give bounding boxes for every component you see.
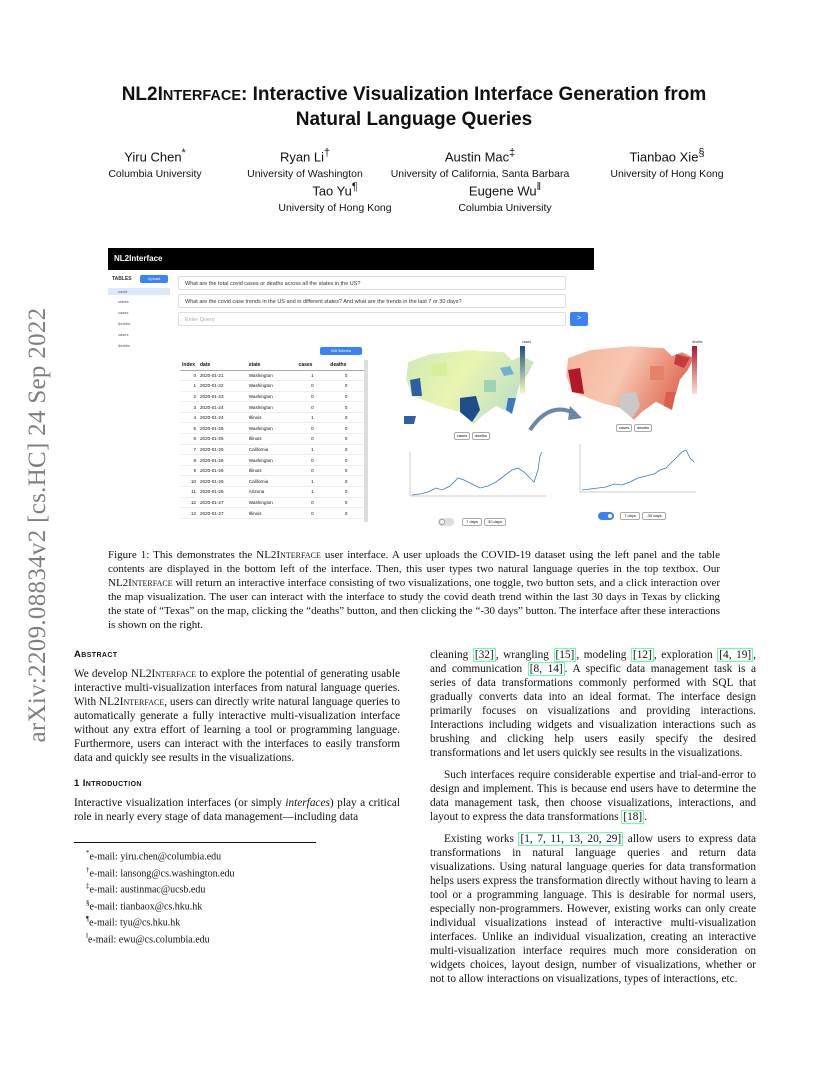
table-row <box>180 412 364 423</box>
query-input-2[interactable]: What are the covid case trends in the US and in different states? And what are the trends in the last 7 or 30 days? <box>178 294 566 308</box>
author-1: Yiru Chen* Columbia University <box>108 147 202 181</box>
table-cell: California <box>247 476 297 487</box>
legend-title-deaths: deaths <box>692 340 703 344</box>
table-cell: 0 <box>328 402 364 413</box>
table-cell: 0 <box>297 381 329 392</box>
paragraph: cleaning [32] , wrangling [15] , modeling [12] , exploration [4, 19] , and communication [8, 14] . A specific data management task is a series of data transformations commonly performed with SQL that gradually converts data into an ideal format. The interface design primarily focuses on visualizations and providing interactions. Interactions including widgets and visualization interactions such as brushing and clicking help users easily specify the desired transformations and let users quickly see results in the visualizations. <box>430 649 757 759</box>
author-4: Tianbao Xie§ University of Hong Kong <box>610 147 724 181</box>
table-row <box>180 391 364 402</box>
table-cell: 2020-01-23 <box>198 391 247 402</box>
table-cell: 2020-01-26 <box>198 455 247 466</box>
table-cell: 1 <box>297 412 329 423</box>
table-cell: 8 <box>180 455 198 466</box>
author-5: Tao Yu¶ University of Hong Kong <box>278 181 392 215</box>
submit-query-button[interactable]: > <box>570 312 588 326</box>
footnote-rule <box>74 842 316 843</box>
footnote: †e-mail: lansong@cs.washington.edu <box>86 865 235 879</box>
col-header: date <box>198 360 247 370</box>
line-chart-cases[interactable] <box>400 448 550 508</box>
table-cell: 0 <box>328 508 364 519</box>
table-cell: 0 <box>297 508 329 519</box>
table-cell: 2020-01-24 <box>198 402 247 413</box>
query-input-new[interactable]: Enter Query <box>178 312 566 326</box>
7-days-button-left[interactable]: 7 days <box>462 518 482 526</box>
table-cell: 2020-01-26 <box>198 465 247 476</box>
table-cell: 0 <box>328 444 364 455</box>
sidebar-item[interactable]: covid <box>108 288 170 295</box>
table-cell: 2020-01-22 <box>198 381 247 392</box>
citation-link[interactable]: [32] <box>474 649 494 661</box>
map-legend-deaths <box>692 346 702 396</box>
table-cell: Washington <box>247 423 297 434</box>
left-column <box>74 648 400 832</box>
tables-sidebar <box>108 270 170 350</box>
title-rest: : Interactive Visualization Interface Generation from <box>241 84 707 105</box>
us-map-deaths[interactable] <box>560 336 700 426</box>
table-cell: 0 <box>297 391 329 402</box>
figure-1 <box>108 248 720 538</box>
table-cell: Illinois <box>247 412 297 423</box>
table-row <box>180 381 364 392</box>
30-days-button-right[interactable]: -30 days <box>642 512 666 520</box>
table-cell: 0 <box>180 370 198 381</box>
30-days-button-left[interactable]: 30 days <box>484 518 506 526</box>
table-cell: 4 <box>180 412 198 423</box>
table-cell: 1 <box>297 444 329 455</box>
table-cell: Washington <box>247 402 297 413</box>
us-map-cases[interactable] <box>400 340 540 430</box>
table-row <box>180 465 364 476</box>
query-input-1[interactable]: What are the total covid cases or deaths across all the states in the US? <box>178 276 566 290</box>
footnotes <box>86 847 235 946</box>
table-cell: Washington <box>247 381 297 392</box>
table-cell: 1 <box>297 370 329 381</box>
table-cell: 2020-01-21 <box>198 370 247 381</box>
table-cell: 5 <box>180 423 198 434</box>
table-cell: 0 <box>328 423 364 434</box>
citation-link[interactable]: [8, 14] <box>529 663 563 675</box>
citation-link[interactable]: [1, 7, 11, 13, 20, 29] <box>520 833 622 845</box>
table-cell: Washington <box>247 391 297 402</box>
table-cell: Washington <box>247 370 297 381</box>
table-cell: 12 <box>180 497 198 508</box>
upload-button[interactable]: Upload <box>140 275 168 283</box>
table-scrollbar[interactable] <box>364 360 368 522</box>
citation-link[interactable]: [15] <box>555 649 575 661</box>
cases-button-right[interactable]: cases <box>616 424 632 432</box>
toggle-left[interactable] <box>438 518 454 526</box>
right-column <box>430 648 756 994</box>
table-cell: 2020-01-26 <box>198 476 247 487</box>
line-chart-deaths[interactable] <box>570 440 700 500</box>
table-cell: 0 <box>328 497 364 508</box>
table-cell: 0 <box>297 497 329 508</box>
table-row <box>180 370 364 381</box>
table-row <box>180 497 364 508</box>
table-cell: 0 <box>328 465 364 476</box>
col-header: deaths <box>328 360 364 370</box>
table-cell: Washington <box>247 497 297 508</box>
data-table <box>180 360 364 519</box>
table-cell: Illinois <box>247 434 297 445</box>
arxiv-id: arXiv:2209.08834v2 [cs.HC] 24 Sep 2022 <box>24 307 51 743</box>
table-cell: 0 <box>328 370 364 381</box>
title-line2: Natural Language Queries <box>295 109 533 130</box>
table-cell: 0 <box>297 402 329 413</box>
table-cell: 13 <box>180 508 198 519</box>
table-cell: 2020-01-27 <box>198 497 247 508</box>
footnote: ¶e-mail: tyu@cs.hku.hk <box>86 915 181 929</box>
edit-schema-button[interactable]: Edit Schema <box>320 347 362 355</box>
paper-title <box>80 83 748 132</box>
table-row <box>180 434 364 445</box>
table-cell: 2020-01-24 <box>198 412 247 423</box>
table-row <box>180 444 364 455</box>
table-row <box>180 402 364 413</box>
table-cell: 1 <box>297 476 329 487</box>
table-row <box>180 476 364 487</box>
table-cell: 7 <box>180 444 198 455</box>
col-header: state <box>247 360 297 370</box>
table-row <box>180 508 364 519</box>
table-cell: 2020-01-27 <box>198 508 247 519</box>
table-cell: 0 <box>297 434 329 445</box>
map-legend-cases <box>520 346 530 396</box>
sidebar-item[interactable]: cases <box>118 332 129 337</box>
figure-caption: Figure 1: This demonstrates the NL2Interface user interface. A user uploads the COVID-19 dataset using the left panel and the table contents are displayed in the bottom left of the interface. Then, this user types two natural language queries in the top textbox. Our NL2Interface will return an interactive interface consisting of two visualizations, one toggle, two button sets, and a click interaction over the map visualization. The user can interact with the interface to study the covid death trend within the last 30 days in Texas by clicking the state of “Texas” on the map, clicking the “deaths” button, and then clicking the “-30 days” button. The interface after these interactions is shown on the right. <box>108 549 720 631</box>
table-cell: 0 <box>297 423 329 434</box>
table-cell: Arizona <box>247 487 297 498</box>
col-header: cases <box>297 360 329 370</box>
author-2: Ryan Li† University of Washington <box>247 147 363 181</box>
citation-link[interactable]: [4, 19] <box>719 649 752 661</box>
deaths-button-right[interactable]: deaths <box>634 424 652 432</box>
table-cell: 10 <box>180 476 198 487</box>
table-cell: 0 <box>328 412 364 423</box>
deaths-button-left[interactable]: deaths <box>472 432 490 440</box>
title-nl2: NL2I <box>121 84 163 105</box>
sidebar-item[interactable]: deaths <box>118 321 131 326</box>
author-6: Eugene Wu‖ Columbia University <box>458 181 552 215</box>
citation-link[interactable]: [12] <box>633 649 652 661</box>
sidebar-item[interactable]: states <box>118 299 129 304</box>
table-cell: 0 <box>328 487 364 498</box>
sidebar-item[interactable]: deaths <box>118 343 131 348</box>
table-cell: 9 <box>180 465 198 476</box>
table-cell: 2020-01-25 <box>198 423 247 434</box>
7-days-button-right[interactable]: 7 days <box>620 512 640 520</box>
author-3: Austin Mac‡ University of California, Santa Barbara <box>390 147 570 181</box>
table-cell: 6 <box>180 434 198 445</box>
intro-heading: 1 Introduction <box>74 778 142 789</box>
abstract-text: We develop NL2Interface to explore the potential of generating usable interactive multi-visualization interfaces from natural language queries. With NL2Interface, users can directly write natural language queries to automatically generate a fully interactive multi-visualization interface without any extra effort of learning a tool or programming language. Furthermore, users can interact with the interfaces to easily transform data and quickly see results in the visualizations. <box>74 668 401 764</box>
abstract-heading: Abstract <box>74 649 118 660</box>
table-cell: 1 <box>297 487 329 498</box>
table-cell: Illinois <box>247 465 297 476</box>
toggle-right[interactable] <box>598 512 614 520</box>
title-interface: NTERFACE <box>162 88 242 104</box>
arxiv-stamp <box>20 290 56 760</box>
table-cell: 11 <box>180 487 198 498</box>
table-cell: 2 <box>180 391 198 402</box>
table-cell: 2020-01-25 <box>198 434 247 445</box>
table-cell: 0 <box>328 381 364 392</box>
citation-link[interactable]: [18] <box>623 811 643 823</box>
footnote: ‖e-mail: ewu@cs.columbia.edu <box>86 931 210 945</box>
table-row <box>180 423 364 434</box>
footnote: *e-mail: yiru.chen@columbia.edu <box>86 849 222 863</box>
table-cell: 1 <box>180 381 198 392</box>
table-cell: 0 <box>297 455 329 466</box>
app-title-bar: NL2Interface <box>108 248 594 270</box>
sidebar-item[interactable]: cases <box>118 310 129 315</box>
table-cell: 2020-01-25 <box>198 444 247 455</box>
table-cell: California <box>247 444 297 455</box>
paragraph: Existing works [1, 7, 11, 13, 20, 29] allow users to express data transformations in natural language queries and return data visualizations. Using natural language queries for data transformation helps users express the transformation directly without having to learn a tool or a programming language. This is desirable for normal users, especially non-programmers. However, existing works can only create individual visualizations instead of interactive multi-visualization interfaces. Unlike an individual visualization, creating an interactive multi-visualization interface requires much more consideration on widgets choices, layout design, number of visualizations, whether or not to allow interactions on visualizations, types of interactions, etc. <box>430 833 757 985</box>
legend-title-cases: cases <box>522 340 532 344</box>
table-row <box>180 487 364 498</box>
table-cell: Illinois <box>247 508 297 519</box>
table-cell: 2020-01-26 <box>198 487 247 498</box>
table-cell: 0 <box>297 465 329 476</box>
table-cell: 0 <box>328 434 364 445</box>
intro-text: Interactive visualization interfaces (or simply interfaces) play a critical role in nearly every stage of data management—including data <box>74 797 400 823</box>
sidebar-title: TABLES <box>112 276 132 282</box>
footnote: ‡e-mail: austinmac@ucsb.edu <box>86 882 206 896</box>
footnote: §e-mail: tianbaox@cs.hku.hk <box>86 898 203 912</box>
table-row <box>180 455 364 466</box>
table-cell: 0 <box>328 391 364 402</box>
table-cell: 3 <box>180 402 198 413</box>
table-cell: 0 <box>328 476 364 487</box>
cases-button-left[interactable]: cases <box>454 432 470 440</box>
table-cell: 0 <box>328 455 364 466</box>
paragraph: Such interfaces require considerable expertise and trial-and-error to design and implement. This is because end users have to determine the data management task, then choose visualizations, interactions, and layout to express the data transformations [18] . <box>430 769 756 823</box>
table-cell: Washington <box>247 455 297 466</box>
col-header: index <box>180 360 198 370</box>
